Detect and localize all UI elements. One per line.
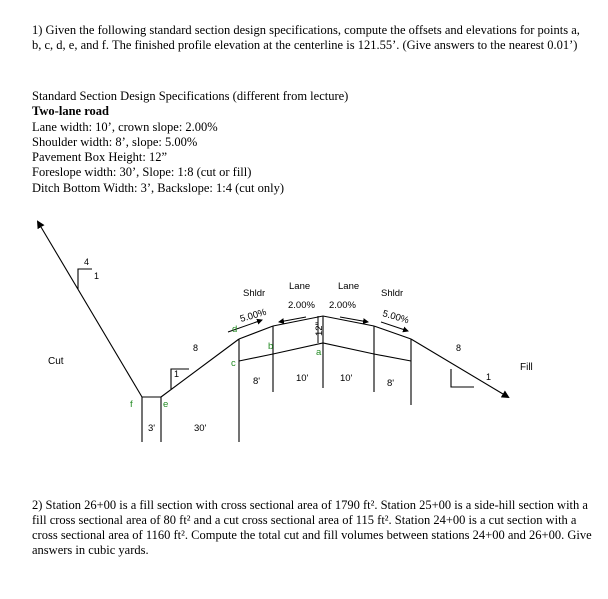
foreslope-rise-label: 8 [193,343,199,353]
question-1-text: 1) Given the following standard section design specifications, compute the offsets and elevations for points a, b, c, d, e, and f. The finished profile elevation at the centerline is 121.55’. (Give answers to the nearest 0.01’) [32,23,580,52]
shoulder-slope-right-label: 5.00% [381,308,411,327]
point-c-label: c [231,358,236,369]
lane-left-label: Lane [289,281,311,292]
spec-line: Lane width: 10’, crown slope: 2.00% [32,119,218,134]
ditch-width-label: 3' [148,423,156,434]
point-f-label: f [130,399,133,410]
foreslope-width-label: 30' [194,423,207,434]
fill-slope-triangle [451,369,474,387]
fill-run-label: 1 [486,372,492,382]
spec-line: Shoulder width: 8’, slope: 5.00% [32,134,198,149]
point-e-label: e [163,399,169,410]
spec-line: Pavement Box Height: 12” [32,150,168,165]
foreslope-run-label: 1 [174,369,180,379]
fill-rise-label: 8 [456,343,462,353]
backslope-run-label: 1 [94,271,100,281]
shoulder-slope-left-label: 5.00% [238,306,268,325]
point-d-label: d [232,324,238,335]
crown-slope-right-label: 2.00% [329,300,356,311]
shoulder-left-line [239,326,273,339]
backslope-triangle [78,269,92,289]
cut-label: Cut [48,356,64,367]
backslope-line [38,222,142,397]
point-a-label: a [316,347,322,358]
shoulder-width-right-label: 8' [387,378,395,389]
lane-width-left-label: 10' [296,373,309,384]
backslope-rise-label: 4 [84,257,90,267]
pavement-box-bottom [239,343,411,361]
specs-heading: Standard Section Design Specifications (different from lecture) [32,89,349,103]
spec-line: Foreslope width: 30’, Slope: 1:8 (cut or fill) [32,165,252,180]
lane-width-right-label: 10' [340,373,353,384]
spec-line: Ditch Bottom Width: 3’, Backslope: 1:4 (cut only) [32,180,285,195]
foreslope-left-line [161,339,239,397]
box-height-label: 12" [314,322,325,336]
question-2-text: 2) Station 26+00 is a fill section with cross sectional area of 1790 ft². Station 25+00 is a side-hill section with a fill cross sectional area of 80 ft² and a cut cross sectional area of 115 ft². Station 24+00 is a cut section with a cross sectional area of 1160 ft². Compute the total cut and fill volumes between stations 24+00 and 26+00. Give answers in cubic yards. [32,498,592,557]
point-b-label: b [268,341,274,352]
crown-slope-left-label: 2.00% [288,300,315,311]
shoulder-right-line [374,326,411,339]
lane-right-label: Lane [338,281,360,292]
shldr-right-label: Shldr [381,288,404,299]
shldr-left-label: Shldr [243,288,266,299]
shoulder-width-left-label: 8' [253,376,261,387]
fill-label: Fill [520,362,533,373]
road-type: Two-lane road [32,104,109,119]
